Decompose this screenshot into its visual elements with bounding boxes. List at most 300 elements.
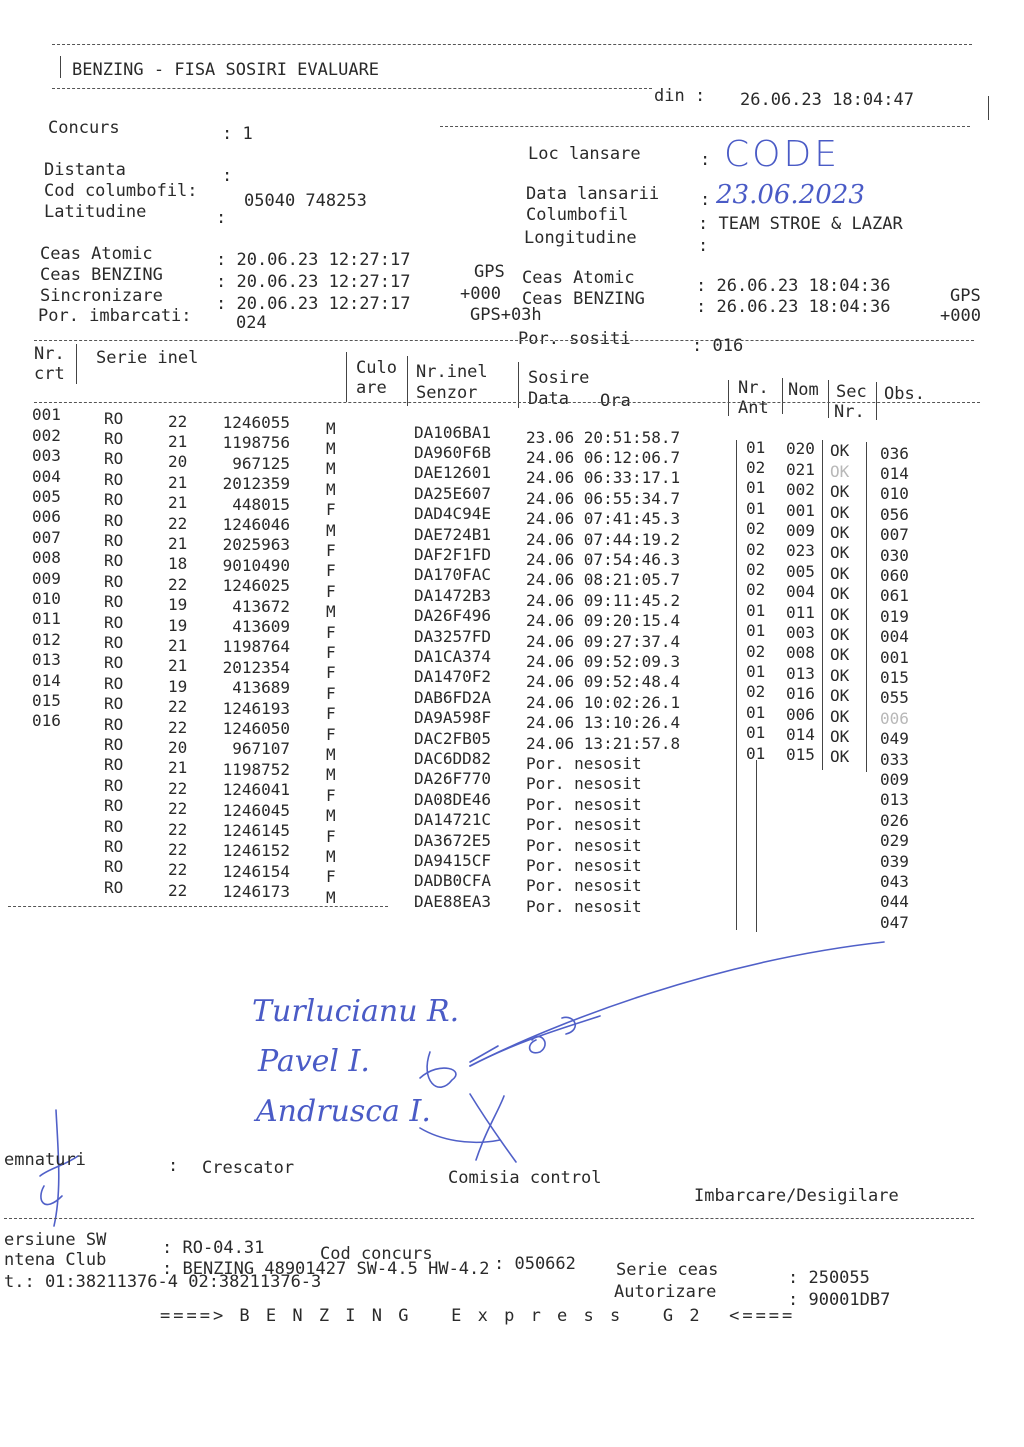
cell-sec: OK bbox=[830, 665, 850, 685]
columbofil-label: Columbofil bbox=[526, 205, 629, 225]
cell-senzor: DA170FAC bbox=[414, 565, 492, 585]
cell-ring: 2012359 bbox=[222, 474, 290, 494]
cell-y: 22 bbox=[168, 839, 188, 859]
loc-lansare-handwritten: CODE bbox=[724, 134, 840, 175]
cell-y: 22 bbox=[168, 574, 188, 594]
cell-y: 22 bbox=[168, 778, 188, 798]
cell-senzor: DA26F496 bbox=[414, 606, 492, 626]
cell-sosire: Por. nesosit bbox=[526, 815, 642, 835]
cell-nr: 001 bbox=[32, 405, 61, 425]
cell-nom: 011 bbox=[786, 602, 815, 622]
cell-sosire: 24.06 13:21:57.8 bbox=[526, 733, 681, 753]
cell-nr: 016 bbox=[32, 711, 61, 731]
cell-sosire: 24.06 06:12:06.7 bbox=[526, 448, 681, 468]
col-data-header: Data bbox=[528, 389, 569, 409]
cell-y: 21 bbox=[168, 493, 188, 513]
cell-obs: 007 bbox=[880, 525, 909, 545]
cell-sex: M bbox=[326, 602, 336, 622]
cell-nr: 003 bbox=[32, 446, 61, 466]
cell-sec: OK bbox=[830, 747, 850, 767]
cell-c: RO bbox=[104, 735, 124, 755]
cell-nr: 013 bbox=[32, 650, 61, 670]
cell-senzor: DADB0CFA bbox=[414, 871, 492, 891]
cell-sec: OK bbox=[830, 482, 850, 502]
cell-nom: 016 bbox=[786, 684, 815, 704]
cell-sosire: 24.06 06:55:34.7 bbox=[526, 488, 681, 508]
cell-c: RO bbox=[104, 877, 124, 897]
data-lansarii-colon: : bbox=[700, 190, 711, 210]
cell-sex: F bbox=[326, 622, 336, 642]
versiune-label: ersiune SW bbox=[4, 1230, 107, 1250]
col-sec-header-2: Nr. bbox=[834, 402, 865, 422]
autorizare-label: Autorizare bbox=[614, 1282, 717, 1302]
cell-obs: 049 bbox=[880, 729, 909, 749]
cell-nr: 004 bbox=[32, 466, 61, 486]
cell-sosire: 24.06 07:54:46.3 bbox=[526, 550, 681, 570]
cell-nr: 011 bbox=[32, 609, 61, 629]
cell-c: RO bbox=[104, 510, 124, 530]
cell-obs: 033 bbox=[880, 749, 909, 769]
cell-senzor: DAC2FB05 bbox=[414, 728, 492, 748]
ceas-benzing-start-suffix: +000 bbox=[460, 284, 501, 304]
cell-ant: 01 bbox=[746, 621, 766, 641]
cell-nr: 006 bbox=[32, 507, 61, 527]
cell-sosire: Por. nesosit bbox=[526, 896, 642, 916]
data-lansarii-handwritten: 23.06.2023 bbox=[716, 180, 865, 210]
cell-y: 22 bbox=[168, 880, 188, 900]
cell-sec: OK bbox=[830, 604, 850, 624]
ceas-atomic-end-suffix: GPS bbox=[950, 286, 981, 306]
cell-sosire: 24.06 08:21:05.7 bbox=[526, 570, 681, 590]
cell-c: RO bbox=[104, 490, 124, 510]
cell-ring: 1246193 bbox=[222, 698, 290, 718]
cell-sex: M bbox=[326, 887, 336, 907]
cell-ant: 02 bbox=[746, 559, 766, 579]
cell-senzor: DAF2F1FD bbox=[414, 545, 492, 565]
col-nrant-header-2: Ant bbox=[738, 398, 769, 418]
cell-obs: 010 bbox=[880, 484, 909, 504]
cell-c: RO bbox=[104, 755, 124, 775]
ceas-atomic-end-value: : 26.06.23 18:04:36 bbox=[696, 276, 891, 296]
cell-ring: 413672 bbox=[232, 596, 290, 616]
cell-sosire: Por. nesosit bbox=[526, 754, 642, 774]
cell-obs: 039 bbox=[880, 851, 909, 871]
cell-sosire: Por. nesosit bbox=[526, 835, 642, 855]
cell-ring: 2012354 bbox=[222, 657, 290, 677]
cell-nom: 001 bbox=[786, 500, 815, 520]
cell-y: 19 bbox=[168, 676, 188, 696]
cell-ant: 02 bbox=[746, 539, 766, 559]
cell-y: 19 bbox=[168, 595, 188, 615]
semnaturi-label: emnaturi bbox=[4, 1150, 86, 1170]
distanta-label: Distanta bbox=[44, 160, 126, 180]
ceas-benzing-end-label: Ceas BENZING bbox=[522, 289, 645, 309]
signature-name-2: Pavel I. bbox=[258, 1044, 370, 1079]
cell-y: 22 bbox=[168, 860, 188, 880]
telephone-line: t.: 01:38211376-4 02:38211376-3 bbox=[4, 1272, 322, 1292]
versiune-value: : RO-04.31 bbox=[162, 1238, 265, 1258]
cell-y: 22 bbox=[168, 513, 188, 533]
crescator-label: Crescator bbox=[202, 1158, 295, 1178]
cell-ant: 01 bbox=[746, 478, 766, 498]
cod-concurs-label: Cod concurs bbox=[320, 1244, 433, 1264]
cell-obs: 044 bbox=[880, 892, 909, 912]
cell-sec: OK bbox=[830, 624, 850, 644]
cell-sosire: 24.06 09:20:15.4 bbox=[526, 611, 681, 631]
document-title: BENZING - FISA SOSIRI EVALUARE bbox=[72, 60, 380, 80]
cell-sex: F bbox=[326, 643, 336, 663]
cell-ant: 01 bbox=[746, 437, 766, 457]
cell-ring: 413609 bbox=[232, 616, 290, 636]
serie-ceas-label: Serie ceas bbox=[616, 1260, 719, 1280]
cell-ant: 01 bbox=[746, 661, 766, 681]
cell-sex: F bbox=[326, 663, 336, 683]
col-sec-header-1: Sec bbox=[836, 382, 867, 402]
cell-ring: 1246050 bbox=[222, 718, 290, 738]
cell-ant: 02 bbox=[746, 457, 766, 477]
cod-columbofil-label: Cod columbofil: bbox=[44, 181, 198, 201]
cod-columbofil-value: 05040 748253 bbox=[244, 191, 367, 211]
cell-c: RO bbox=[104, 714, 124, 734]
col-culoare-header-2: are bbox=[356, 378, 387, 398]
brand-footer: ====> B E N Z I N G E x p r e s s G 2 <==== bbox=[160, 1306, 796, 1326]
cell-nom: 020 bbox=[786, 439, 815, 459]
cell-sec: OK bbox=[830, 563, 850, 583]
latitudine-value: : bbox=[216, 208, 227, 228]
cell-obs: 009 bbox=[880, 770, 909, 789]
cell-sex: F bbox=[326, 704, 336, 724]
cell-sosire: 24.06 09:52:09.3 bbox=[526, 652, 681, 672]
cell-senzor: DA3257FD bbox=[414, 626, 492, 646]
cell-c: RO bbox=[104, 633, 124, 653]
cell-nom: 006 bbox=[786, 704, 815, 724]
cell-obs: 043 bbox=[880, 872, 909, 891]
cell-obs: 055 bbox=[880, 688, 909, 708]
cell-sex: F bbox=[326, 867, 336, 887]
cell-obs: 006 bbox=[880, 708, 909, 728]
col-nr-header: Nr. bbox=[34, 344, 65, 364]
cell-ring: 967125 bbox=[232, 453, 290, 473]
col-nrinel-header-2: Senzor bbox=[416, 383, 478, 403]
ceas-benzing-start-label: Ceas BENZING bbox=[40, 265, 163, 285]
cell-y: 20 bbox=[168, 737, 188, 757]
cell-senzor: DA1472B3 bbox=[414, 585, 492, 605]
cell-senzor: DA25E607 bbox=[414, 483, 492, 503]
serie-ceas-value: : 250055 bbox=[788, 1268, 870, 1288]
cell-obs: 029 bbox=[880, 831, 909, 851]
cell-sex: F bbox=[326, 541, 336, 561]
cod-concurs-value: : 050662 bbox=[494, 1254, 576, 1274]
cell-ring: 2025963 bbox=[222, 535, 290, 555]
cell-ring: 413689 bbox=[232, 678, 290, 698]
cell-senzor: DA14721C bbox=[414, 810, 492, 830]
cell-senzor: DAE12601 bbox=[414, 463, 492, 483]
cell-obs: 026 bbox=[880, 810, 909, 830]
cell-obs: 019 bbox=[880, 606, 909, 626]
cell-nr: 012 bbox=[32, 629, 61, 649]
cell-ring: 1246045 bbox=[222, 800, 290, 820]
cell-sosire: 23.06 20:51:58.7 bbox=[526, 427, 681, 447]
cell-c: RO bbox=[104, 551, 124, 571]
din-label: din : bbox=[654, 86, 706, 106]
cell-ring: 1246173 bbox=[222, 882, 290, 902]
cell-ring: 1246154 bbox=[222, 861, 290, 881]
cell-ant: 02 bbox=[746, 641, 766, 661]
concurs-label: Concurs bbox=[48, 118, 120, 138]
cell-sosire: 24.06 09:11:45.2 bbox=[526, 590, 681, 610]
cell-sex: F bbox=[326, 683, 336, 703]
cell-ring: 448015 bbox=[232, 494, 290, 514]
cell-senzor: DA08DE46 bbox=[414, 789, 492, 809]
cell-sex: F bbox=[326, 500, 336, 520]
cell-sosire: Por. nesosit bbox=[526, 876, 642, 896]
cell-ring: 1246041 bbox=[222, 780, 290, 800]
cell-c: RO bbox=[104, 796, 124, 816]
sincronizare-label: Sincronizare bbox=[40, 286, 163, 306]
cell-nom: 013 bbox=[786, 663, 815, 683]
cell-sosire: Por. nesosit bbox=[526, 774, 642, 794]
cell-ant: 01 bbox=[746, 743, 766, 763]
cell-senzor: DA106BA1 bbox=[414, 422, 492, 442]
cell-sex: F bbox=[326, 561, 336, 581]
cell-sec: OK bbox=[830, 726, 850, 746]
cell-sex: F bbox=[326, 785, 336, 805]
cell-sec: OK bbox=[830, 441, 850, 461]
concurs-value: : 1 bbox=[222, 124, 253, 144]
cell-y: 21 bbox=[168, 656, 188, 676]
cell-c: RO bbox=[104, 673, 124, 693]
cell-obs: 047 bbox=[880, 912, 909, 932]
cell-senzor: DAD4C94E bbox=[414, 504, 492, 524]
imbarcati-value: 024 bbox=[236, 313, 267, 333]
cell-obs: 060 bbox=[880, 566, 909, 585]
cell-sosire: Por. nesosit bbox=[526, 856, 642, 876]
cell-senzor: DA3672E5 bbox=[414, 830, 492, 850]
cell-ring: 1246046 bbox=[222, 514, 290, 534]
footer-top-line bbox=[4, 1218, 974, 1219]
cell-sosire: Por. nesosit bbox=[526, 794, 642, 814]
sincronizare-value: : 20.06.23 12:27:17 bbox=[216, 294, 411, 314]
cell-nom: 014 bbox=[786, 724, 815, 744]
imbarcati-label: Por. imbarcati: bbox=[38, 306, 192, 326]
cell-c: RO bbox=[104, 653, 124, 673]
cell-ring: 967107 bbox=[232, 739, 290, 759]
cell-nr: 010 bbox=[32, 589, 61, 609]
cell-c: RO bbox=[104, 469, 124, 489]
cell-c: RO bbox=[104, 857, 124, 877]
cell-c: RO bbox=[104, 408, 124, 428]
cell-ring: 1246025 bbox=[222, 576, 290, 596]
cell-c: RO bbox=[104, 571, 124, 591]
comisia-label: Comisia control bbox=[448, 1168, 602, 1188]
cell-sec: OK bbox=[830, 706, 850, 726]
cell-ant: 02 bbox=[746, 519, 766, 539]
cell-c: RO bbox=[104, 592, 124, 612]
cell-ring: 1198752 bbox=[222, 759, 290, 779]
cell-sosire: 24.06 09:52:48.4 bbox=[526, 672, 681, 692]
cell-nom: 003 bbox=[786, 622, 815, 642]
cell-sosire: 24.06 07:44:19.2 bbox=[526, 529, 681, 549]
cell-nom: 009 bbox=[786, 520, 815, 540]
cell-ring: 1246145 bbox=[222, 820, 290, 840]
cell-sosire: 24.06 06:33:17.1 bbox=[526, 468, 681, 488]
cell-obs: 030 bbox=[880, 545, 909, 565]
cell-obs: 001 bbox=[880, 647, 909, 667]
cell-sex: F bbox=[326, 826, 336, 846]
loc-lansare-colon: : bbox=[700, 150, 711, 170]
cell-y: 22 bbox=[168, 717, 188, 737]
cell-nom: 004 bbox=[786, 582, 815, 602]
cell-y: 22 bbox=[168, 819, 188, 839]
cell-obs: 015 bbox=[880, 668, 909, 687]
sincronizare-suffix: GPS+03h bbox=[470, 305, 542, 325]
cell-y: 22 bbox=[168, 411, 188, 431]
cell-c: RO bbox=[104, 816, 124, 836]
ceas-atomic-start-value: : 20.06.23 12:27:17 bbox=[216, 250, 411, 270]
cell-c: RO bbox=[104, 429, 124, 449]
columbofil-value: : TEAM STROE & LAZAR bbox=[698, 214, 903, 234]
cell-sec: OK bbox=[830, 502, 850, 522]
club-label: ntena Club bbox=[4, 1250, 107, 1270]
data-lansarii-label: Data lansarii bbox=[526, 184, 660, 204]
cell-sex: M bbox=[326, 765, 336, 785]
cell-y: 22 bbox=[168, 799, 188, 819]
cell-nom: 008 bbox=[786, 643, 815, 663]
sositi-value: : 016 bbox=[692, 336, 744, 356]
cell-nom: 005 bbox=[786, 561, 815, 581]
signature-name-1: Turlucianu R. bbox=[252, 994, 460, 1029]
latitudine-label: Latitudine bbox=[44, 202, 147, 222]
longitudine-label: Longitudine bbox=[524, 228, 637, 248]
loc-lansare-label: Loc lansare bbox=[528, 144, 641, 164]
cell-obs: 013 bbox=[880, 790, 909, 810]
semnaturi-colon: : bbox=[168, 1156, 179, 1176]
cell-senzor: DAC6DD82 bbox=[414, 749, 492, 769]
cell-sex: F bbox=[326, 581, 336, 601]
cell-y: 21 bbox=[168, 533, 188, 553]
cell-sex: M bbox=[326, 459, 336, 479]
ceas-benzing-end-suffix: +000 bbox=[940, 306, 981, 326]
ceas-atomic-start-suffix: GPS bbox=[474, 262, 505, 282]
col-sosire-header: Sosire bbox=[528, 368, 590, 388]
ceas-atomic-end-label: Ceas Atomic bbox=[522, 268, 635, 288]
cell-y: 21 bbox=[168, 431, 188, 451]
cell-y: 19 bbox=[168, 615, 188, 635]
cell-y: 21 bbox=[168, 472, 188, 492]
cell-ant: 02 bbox=[746, 682, 766, 702]
cell-sec: OK bbox=[830, 461, 850, 481]
cell-nom: 021 bbox=[786, 459, 815, 479]
club-value: : BENZING 48901427 SW-4.5 HW-4.2 bbox=[162, 1259, 490, 1279]
cell-sec: OK bbox=[830, 522, 850, 542]
longitudine-value: : bbox=[698, 236, 709, 256]
cell-nr: 008 bbox=[32, 548, 61, 568]
col-nrant-header-1: Nr. bbox=[738, 378, 769, 398]
cell-sosire: 24.06 10:02:26.1 bbox=[526, 692, 681, 712]
cell-nr: 005 bbox=[32, 487, 61, 507]
cell-ant: 01 bbox=[746, 723, 766, 743]
col-ora-header: Ora bbox=[600, 391, 631, 411]
cell-ring: 1198764 bbox=[222, 637, 290, 657]
cell-ring: 1198756 bbox=[222, 433, 290, 453]
cell-ant: 01 bbox=[746, 702, 766, 722]
cell-senzor: DA9A598F bbox=[414, 708, 492, 728]
cell-ring: 9010490 bbox=[222, 555, 290, 575]
distanta-value: : bbox=[222, 166, 233, 186]
cell-c: RO bbox=[104, 775, 124, 795]
cell-obs: 004 bbox=[880, 627, 909, 647]
cell-senzor: DA9415CF bbox=[414, 851, 492, 871]
cell-nom: 023 bbox=[786, 541, 815, 561]
cell-nr: 009 bbox=[32, 568, 61, 588]
autorizare-value: : 90001DB7 bbox=[788, 1290, 891, 1310]
cell-sex: F bbox=[326, 724, 336, 744]
cell-c: RO bbox=[104, 837, 124, 857]
cell-y: 18 bbox=[168, 554, 188, 574]
cell-nr: 007 bbox=[32, 527, 61, 547]
ceas-benzing-start-value: : 20.06.23 12:27:17 bbox=[216, 272, 411, 292]
col-crt-header: crt bbox=[34, 364, 65, 384]
cell-nom: 015 bbox=[786, 745, 815, 765]
cell-sex: M bbox=[326, 847, 336, 867]
cell-obs: 056 bbox=[880, 504, 909, 524]
cell-sex: M bbox=[326, 418, 336, 438]
cell-obs: 036 bbox=[880, 443, 909, 463]
cell-sosire: 24.06 09:27:37.4 bbox=[526, 631, 681, 651]
cell-c: RO bbox=[104, 531, 124, 551]
cell-sec: OK bbox=[830, 645, 850, 665]
cell-sec: OK bbox=[830, 686, 850, 706]
cell-senzor: DAE724B1 bbox=[414, 524, 492, 544]
cell-sex: M bbox=[326, 479, 336, 499]
cell-senzor: DA1470F2 bbox=[414, 667, 492, 687]
cell-senzor: DAB6FD2A bbox=[414, 687, 492, 707]
cell-sex: M bbox=[326, 520, 336, 540]
cell-y: 22 bbox=[168, 697, 188, 717]
cell-nom: 002 bbox=[786, 480, 815, 500]
ceas-atomic-start-label: Ceas Atomic bbox=[40, 244, 153, 264]
cell-nr: 015 bbox=[32, 691, 61, 711]
col-nrinel-header-1: Nr.inel bbox=[416, 362, 488, 382]
cell-y: 21 bbox=[168, 758, 188, 778]
col-obs-header: Obs. bbox=[884, 384, 925, 404]
cell-ant: 01 bbox=[746, 600, 766, 620]
cell-nr: 014 bbox=[32, 670, 61, 690]
cell-sex: M bbox=[326, 745, 336, 765]
col-culoare-header-1: Culo bbox=[356, 358, 397, 378]
cell-sex: M bbox=[326, 806, 336, 826]
cell-sex: M bbox=[326, 439, 336, 459]
imbarcare-label: Imbarcare/Desigilare bbox=[694, 1186, 899, 1206]
signature-name-3: Andrusca I. bbox=[256, 1094, 431, 1129]
cell-ring: 1246152 bbox=[222, 841, 290, 861]
cell-senzor: DA1CA374 bbox=[414, 647, 492, 667]
cell-ant: 02 bbox=[746, 580, 766, 600]
cell-c: RO bbox=[104, 612, 124, 632]
cell-obs: 014 bbox=[880, 464, 909, 483]
col-nom-header: Nom bbox=[788, 380, 819, 400]
cell-y: 20 bbox=[168, 452, 188, 472]
cell-sosire: 24.06 07:41:45.3 bbox=[526, 509, 681, 529]
cell-sosire: 24.06 13:10:26.4 bbox=[526, 713, 681, 733]
cell-senzor: DAE88EA3 bbox=[414, 891, 492, 911]
cell-nr: 002 bbox=[32, 425, 61, 445]
cell-c: RO bbox=[104, 694, 124, 714]
cell-senzor: DA960F6B bbox=[414, 443, 492, 463]
cell-ant: 01 bbox=[746, 498, 766, 518]
cell-c: RO bbox=[104, 449, 124, 469]
cell-obs: 061 bbox=[880, 586, 909, 606]
